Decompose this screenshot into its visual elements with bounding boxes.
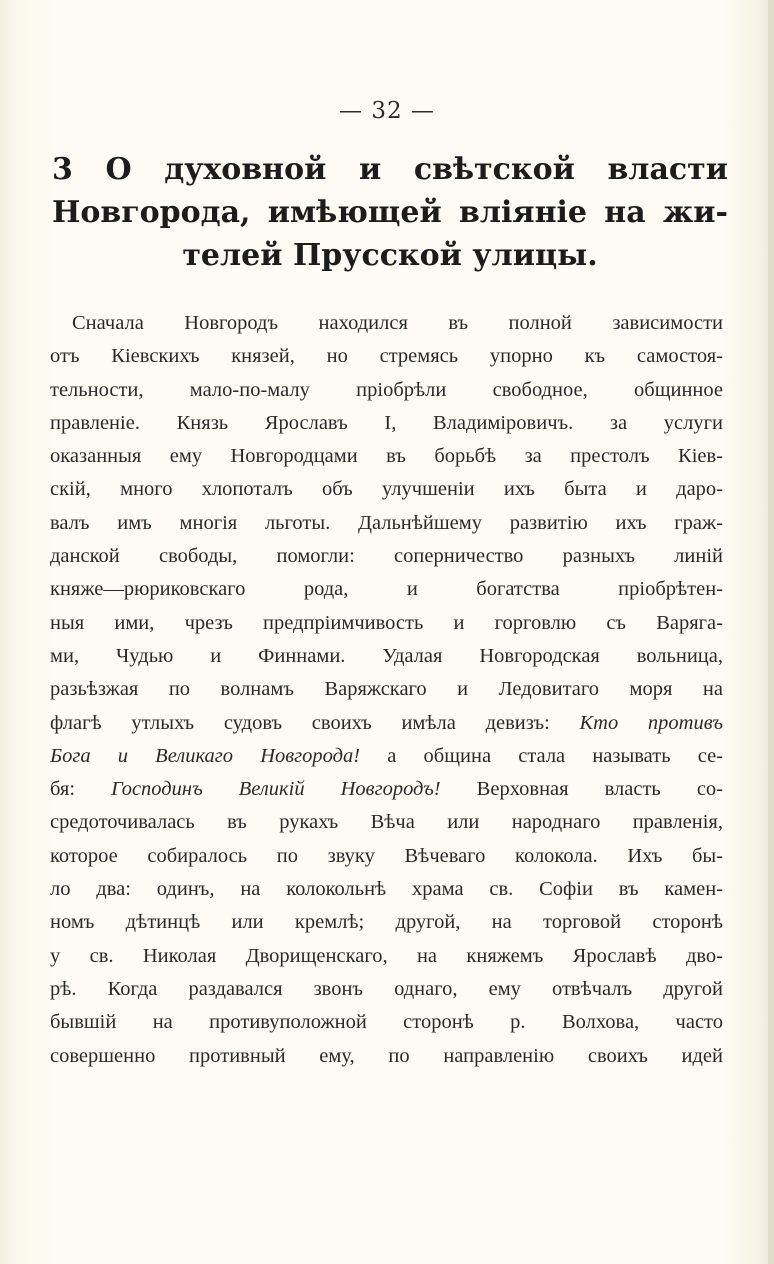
text-line	[50, 940, 723, 973]
text-line	[50, 374, 723, 407]
text-segment: данской свободы, помогли: соперничество разныхъ линій	[50, 545, 723, 568]
body-paragraph	[50, 307, 723, 1073]
text-segment: номъ дѣтинцѣ или кремлѣ; другой, на торговой сторонѣ	[50, 911, 723, 934]
text-segment: оказанныя ему Новгородцами въ борьбѣ за престолъ Кіев-	[50, 445, 723, 468]
text-segment: скій, много хлопоталъ объ улучшеніи ихъ быта и даро-	[50, 478, 723, 501]
text-line	[50, 1006, 723, 1039]
text-line	[50, 740, 723, 773]
text-line	[50, 773, 723, 806]
text-segment: ло два: одинъ, на колокольнѣ храма св. Софіи въ камен-	[50, 878, 723, 901]
text-segment: у св. Николая Дворищенскаго, на княжемъ Ярославѣ дво-	[50, 944, 723, 967]
text-segment: Сначала Новгородъ находился въ полной зависимости	[72, 312, 723, 334]
text-line	[50, 673, 723, 706]
text-line	[50, 707, 723, 740]
italic-text: Господинъ Великій Новгородъ!	[111, 778, 441, 801]
text-line	[50, 473, 723, 506]
text-line	[50, 540, 723, 573]
section-heading	[52, 148, 728, 277]
text-line	[50, 1040, 723, 1073]
text-segment: валъ имъ многія льготы. Дальнѣйшему развитію ихъ граж-	[50, 511, 723, 534]
text-line	[50, 507, 723, 540]
text-line	[50, 906, 723, 939]
page-edge	[768, 0, 774, 1264]
text-line	[50, 873, 723, 906]
page-number: — 32 —	[339, 98, 435, 124]
text-segment: совершенно противный ему, по направленію своихъ идей	[50, 1044, 723, 1067]
text-segment: отъ Кіевскихъ князей, но стремясь упорно къ самостоя-	[50, 345, 723, 368]
text-line	[50, 573, 723, 606]
italic-text: Кто противъ	[579, 711, 723, 734]
heading-line: телей Прусской улицы.	[182, 238, 598, 273]
heading-line: Новгорода, имѣющей вліяніе на жи-	[52, 195, 728, 230]
text-segment: а община стала называть се-	[360, 744, 723, 767]
text-line	[50, 840, 723, 873]
text-line	[50, 640, 723, 673]
heading-line: 3 О духовной и свѣтской власти	[52, 152, 728, 187]
text-line	[50, 407, 723, 440]
text-segment: тельности, мало-по-малу пріобрѣли свободное, общинное	[50, 378, 723, 401]
text-segment: ми, Чудью и Финнами. Удалая Новгородская вольница,	[50, 644, 723, 667]
text-line	[50, 607, 723, 640]
text-line	[50, 440, 723, 473]
text-segment: княже—рюриковскаго рода, и богатства пріобрѣтен-	[50, 578, 723, 601]
text-segment: Верховная власть со-	[440, 778, 723, 801]
text-segment: рѣ. Когда раздавался звонъ однаго, ему отвѣчалъ другой	[50, 977, 723, 1000]
text-segment: которое собиралось по звуку Вѣчеваго колокола. Ихъ бы-	[50, 844, 723, 867]
text-line	[50, 340, 723, 373]
text-segment: средоточивалась въ рукахъ Вѣча или народнаго правленія,	[50, 811, 723, 834]
text-line	[50, 973, 723, 1006]
italic-text: Бога и Великаго Новгорода!	[50, 744, 361, 767]
text-segment: бя:	[50, 778, 112, 801]
text-segment: ныя ими, чрезъ предпріимчивость и горговлю съ Варяга-	[50, 611, 723, 634]
text-segment: бывшій на противуположной сторонѣ р. Волхова, часто	[50, 1011, 723, 1034]
text-segment: разьѣзжая по волнамъ Варяжскаго и Ледовитаго моря на	[50, 678, 723, 701]
text-segment: правленіе. Князь Ярославъ I, Владиміровичъ. за услуги	[50, 411, 723, 434]
text-segment: флагѣ утлыхъ судовъ своихъ имѣла девизъ:	[50, 711, 580, 734]
text-line	[50, 806, 723, 839]
text-line	[50, 307, 723, 340]
